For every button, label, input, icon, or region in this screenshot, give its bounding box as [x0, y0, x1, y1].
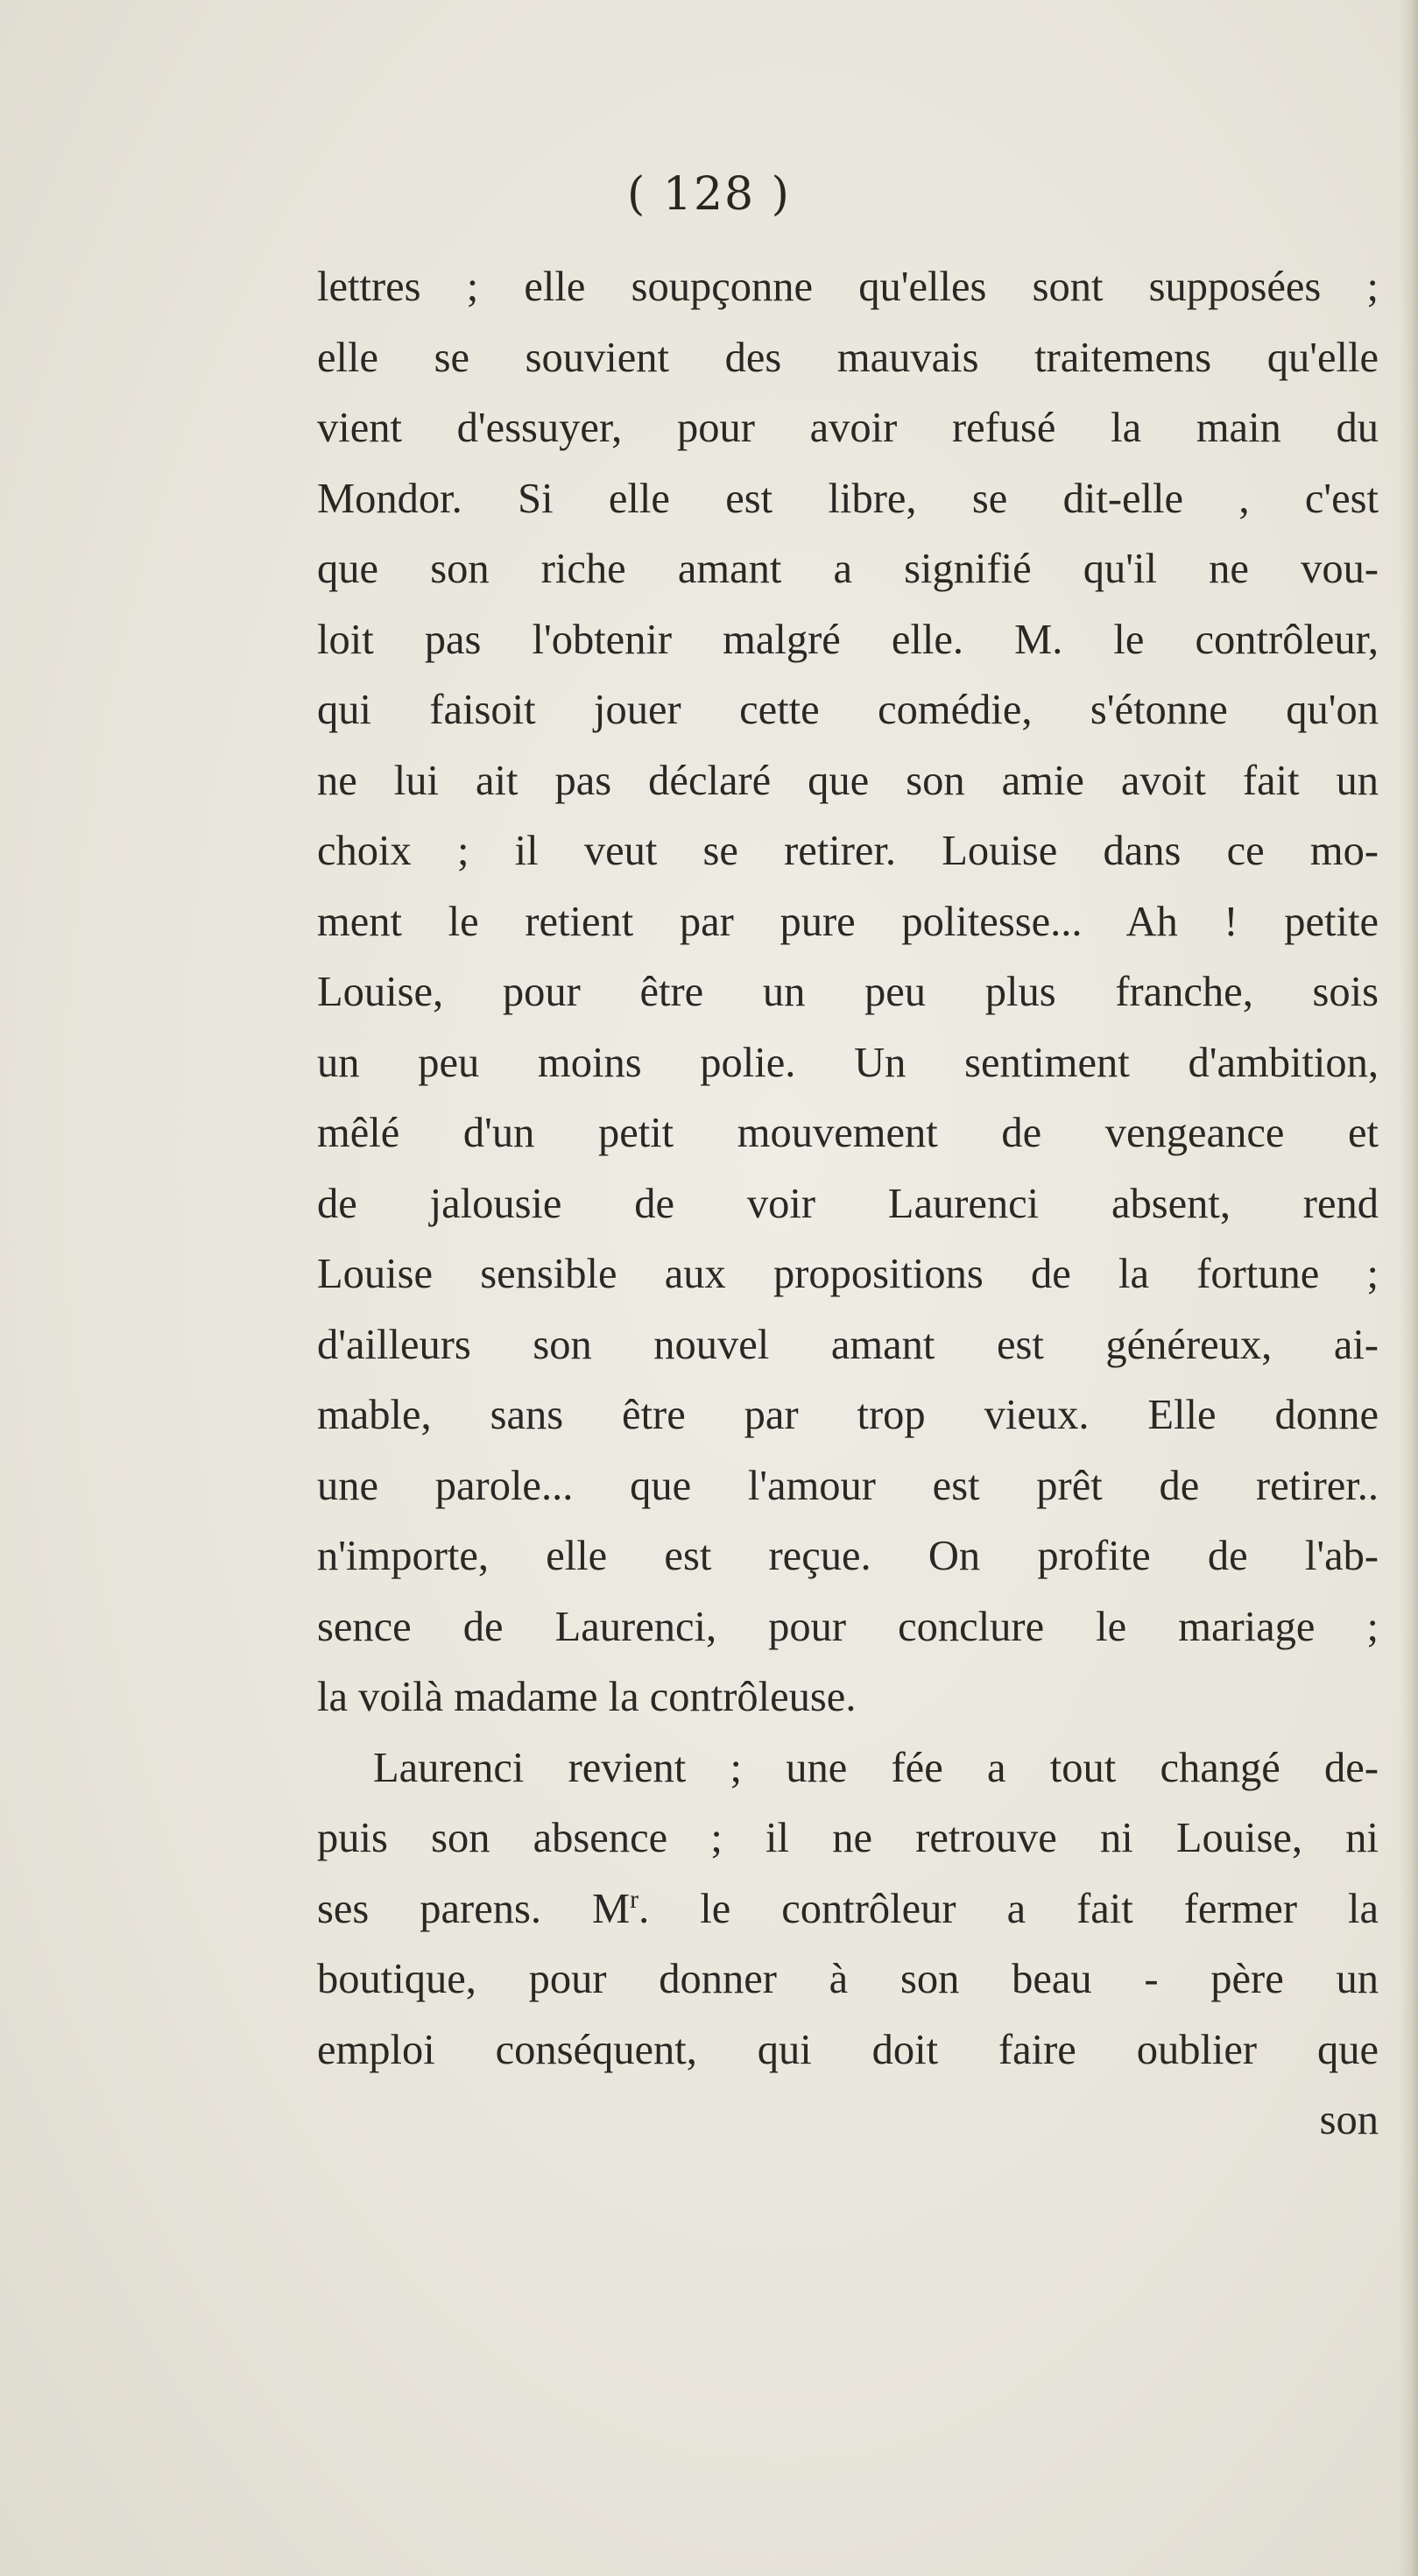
text-line: un peu moins polie. Un sentiment d'ambition, [317, 1039, 1379, 1086]
text-line: Mondor. Si elle est libre, se dit-elle , c'est [317, 475, 1379, 522]
text-line: une parole... que l'amour est prêt de retirer.. [317, 1462, 1379, 1509]
text-line: choix ; il veut se retirer. Louise dans ce mo- [317, 828, 1379, 874]
text-line: elle se souvient des mauvais traitemens qu'elle [317, 334, 1379, 381]
superscript: r [630, 1884, 639, 1914]
body-text [317, 252, 1379, 2156]
text-fragment: ses parens. M [317, 1885, 631, 1932]
page-number: ( 128 ) [627, 168, 791, 221]
text-line: la voilà madame la contrôleuse. [317, 1674, 857, 1720]
text-fragment: . le contrôleur a fait fermer la [638, 1885, 1379, 1932]
text-line: Laurenci revient ; une fée a tout changé de- [373, 1744, 1379, 1791]
text-line: Louise, pour être un peu plus franche, sois [317, 969, 1379, 1015]
text-line: vient d'essuyer, pour avoir refusé la main du [317, 405, 1379, 451]
page-edge-shadow [1399, 0, 1418, 2576]
text-line: sence de Laurenci, pour conclure le mariage ; [317, 1603, 1379, 1650]
text-line: qui faisoit jouer cette comédie, s'étonne qu'on [317, 687, 1379, 733]
text-line: emploi conséquent, qui doit faire oublier que [317, 2026, 1379, 2073]
text-line: puis son absence ; il ne retrouve ni Louise, ni [317, 1815, 1379, 1861]
text-line: mable, sans être par trop vieux. Elle donne [317, 1392, 1379, 1438]
text-line: mêlé d'un petit mouvement de vengeance et [317, 1110, 1379, 1156]
text-line: que son riche amant a signifié qu'il ne vou- [317, 546, 1379, 592]
text-line: boutique, pour donner à son beau - père un [317, 1956, 1379, 2002]
text-line: ne lui ait pas déclaré que son amie avoit fait un [317, 757, 1379, 804]
text-line: Louise sensible aux propositions de la fortune ; [317, 1251, 1379, 1297]
text-line: loit pas l'obtenir malgré elle. M. le contrôleur, [317, 616, 1379, 663]
text-line: n'importe, elle est reçue. On profite de l'ab- [317, 1533, 1379, 1579]
text-line: de jalousie de voir Laurenci absent, rend [317, 1180, 1379, 1227]
text-line: ment le retient par pure politesse... Ah ! petite [317, 898, 1379, 945]
text-line-with-superscript [317, 1874, 1379, 1945]
text-line: lettres ; elle soupçonne qu'elles sont supposées ; [317, 264, 1379, 310]
text-line: d'ailleurs son nouvel amant est généreux, ai- [317, 1321, 1379, 1368]
catchword: son [1319, 2097, 1379, 2143]
